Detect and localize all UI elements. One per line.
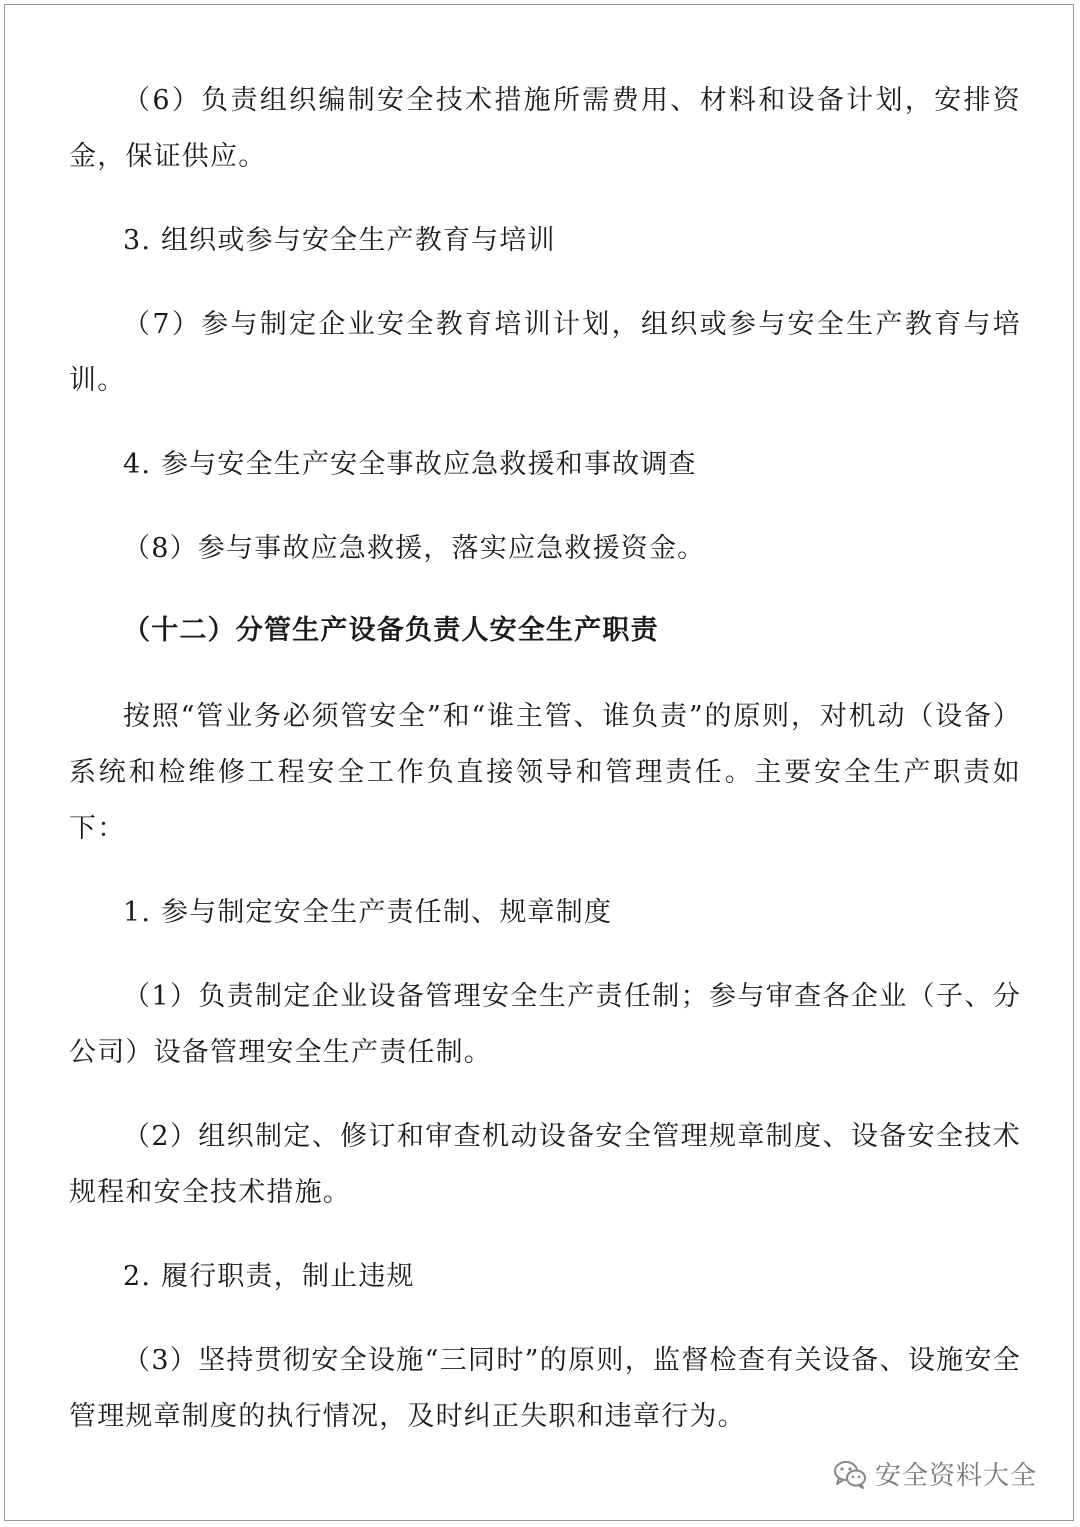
intro-paragraph: 按照“管业务必须管安全”和“谁主管、谁负责”的原则，对机动（设备）系统和检维修工程安全工作负直接领导和管理责任。主要安全生产职责如下：	[69, 701, 1021, 844]
wechat-icon	[833, 1459, 867, 1489]
paragraph-item-8: （8）参与事故应急救援，落实应急救援资金。	[123, 533, 706, 564]
paragraph-item-6: （6）负责组织编制安全技术措施所需费用、材料和设备计划，安排资金，保证供应。	[69, 85, 1021, 172]
paragraph-item-2: （2）组织制定、修订和审查机动设备安全管理规章制度、设备安全技术规程和安全技术措施。	[69, 1121, 1021, 1208]
subheading-4: 4. 参与安全生产安全事故应急救援和事故调查	[123, 449, 697, 480]
paragraph-item-3: （3）坚持贯彻安全设施“三同时”的原则，监督检查有关设备、设施安全管理规章制度的执行情况，及时纠正失职和违章行为。	[69, 1345, 1021, 1432]
subheading-1: 1. 参与制定安全生产责任制、规章制度	[123, 897, 613, 928]
watermark-text: 安全资料大全	[874, 1461, 1037, 1491]
watermark	[833, 1455, 1037, 1492]
document-page	[4, 4, 1074, 1521]
paragraph-item-7: （7）参与制定企业安全教育培训计划，组织或参与安全生产教育与培训。	[69, 309, 1021, 396]
subheading-2: 2. 履行职责，制止违规	[123, 1261, 415, 1292]
paragraph-item-1: （1）负责制定企业设备管理安全生产责任制；参与审查各企业（子、分公司）设备管理安全生产责任制。	[69, 981, 1021, 1068]
section-heading-12: （十二）分管生产设备负责人安全生产职责	[123, 615, 659, 646]
subheading-3: 3. 组织或参与安全生产教育与培训	[123, 225, 556, 256]
